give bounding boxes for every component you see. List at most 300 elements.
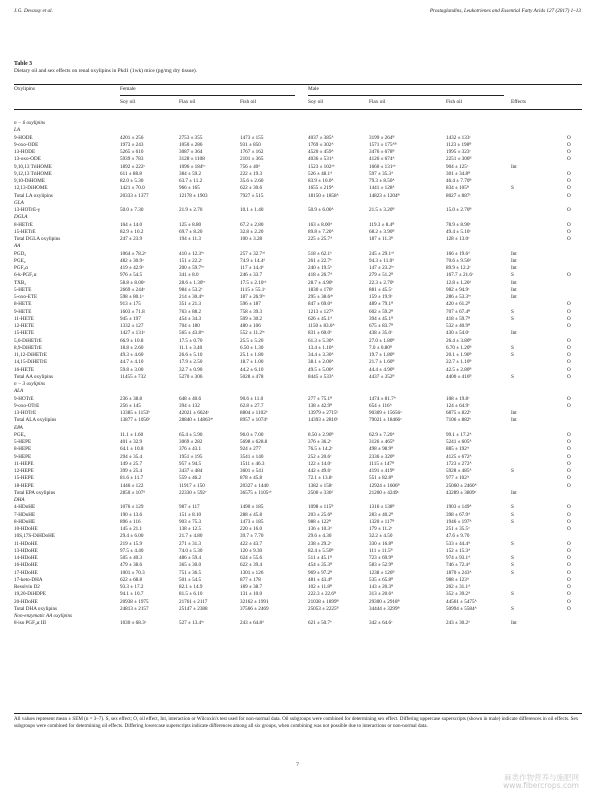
table-row	[14, 330, 582, 337]
female-flax-cell: 763 ± 88.2	[179, 308, 202, 315]
oxylipin-name: Total LA oxylipins	[14, 192, 53, 199]
effect-oil-cell: O	[567, 576, 571, 583]
female-flax-cell: 21.9 ± 2.70	[179, 207, 203, 213]
female-flax-cell: 2753 ± 355	[179, 134, 203, 141]
female-soy-cell: 11.1 ± 1.60	[120, 431, 144, 438]
watermark	[503, 774, 579, 790]
oxylipin-name: PGF₂α	[14, 265, 28, 271]
female-fish-cell: 1511 ± 46.3	[240, 460, 265, 467]
watermark-line1: 麻类作物营养与施肥网	[504, 773, 579, 782]
effect-oil-cell: O	[567, 178, 571, 184]
oxylipin-name: 9-HETE	[14, 308, 32, 315]
effect-sex-cell: S	[511, 373, 514, 380]
male-fish-cell: 108 ± 19.8ᶜ	[446, 395, 470, 402]
female-flax-cell: 559 ± 46.2	[179, 475, 202, 482]
table-row	[14, 294, 582, 301]
oxylipin-name: 13-HOTrE-γ	[14, 207, 41, 213]
oxylipin-name: 9-HEPE	[14, 453, 32, 460]
female-flax-cell: 501 ± 54.5	[179, 576, 202, 583]
female-soy-cell: 419 ± 42.9ᵃ	[120, 265, 144, 271]
male-fish-cell: 124 ± 64.9ᶜ	[446, 402, 470, 409]
effect-sex-cell: Int	[511, 163, 517, 170]
male-soy-cell: 626 ± 45.1ᴬ	[308, 315, 333, 322]
table-row	[14, 280, 582, 287]
female-fish-cell: 624 ± 55.6	[240, 555, 263, 561]
effect-sex-cell: Int	[511, 250, 517, 257]
male-fish-cell: 982 ± 94.9ᶜ	[446, 286, 470, 293]
male-soy-cell: 136 ± 10.3ᵈ	[308, 526, 332, 532]
effect-oil-cell: O	[567, 431, 571, 438]
oxylipin-name: 14-HDoHE	[14, 555, 38, 561]
male-fish-cell: 707 ± 67.4ᴮ	[446, 308, 471, 315]
female-flax-cell: 704 ± 180	[179, 323, 200, 329]
male-soy-cell: 277 ± 75.1ᴮ	[308, 395, 333, 402]
male-fish-cell: 42.5 ± 2.80ᴮ	[446, 366, 472, 373]
oxylipin-name: 9-HODE	[14, 134, 33, 141]
effect-sex-cell: S	[511, 511, 514, 518]
male-flax-cell: 19.7 ± 1.80ᴮ	[369, 352, 395, 358]
female-soy-cell: 1064 ± 78.2ᵃ	[120, 250, 147, 257]
male-fish-cell: 26.4 ± 3.80ᴮ	[446, 337, 472, 344]
male-fish-cell: 167.7 ± 21.6ᶜ	[446, 272, 474, 279]
table-row	[14, 562, 582, 569]
header-male: Male	[308, 86, 319, 92]
female-fish-cell: 1490 ± 185	[240, 504, 264, 511]
female-fish-cell: 32.8 ± 2.20	[240, 228, 264, 235]
female-fish-cell: 37566 ± 2469	[240, 605, 269, 612]
female-soy-cell: 24813 ± 2157	[120, 605, 149, 612]
male-fish-cell: 4125 ± 672ᴬ	[446, 453, 472, 460]
female-fish-cell: 90.6 ± 11.0	[240, 395, 264, 402]
effect-oil-cell: O	[567, 482, 571, 489]
male-flax-cell: 32.2 ± 4.50	[369, 533, 393, 540]
female-flax-cell: 987 ± 117	[179, 504, 200, 511]
effect-oil-cell: O	[567, 518, 571, 525]
male-soy-cell: 1098 ± 115ᴮ	[308, 504, 334, 511]
female-flax-cell: 22330 ± 592ᶜ	[179, 489, 207, 496]
female-fish-cell: 509 ± 30.2	[240, 315, 263, 322]
female-flax-cell: 21.7 ± 4.80	[179, 533, 203, 540]
female-soy-cell: 29.4 ± 6.00	[120, 533, 144, 540]
table-row	[14, 468, 582, 475]
male-flax-cell: 14823 ± 1204ᴮ	[369, 192, 400, 199]
male-flax-cell: 111 ± 11.5ᴮ	[369, 547, 393, 554]
oxylipin-name: 8-HETrE	[14, 221, 33, 228]
male-flax-cell: 44.4 ± 4.90ᴮ	[369, 366, 395, 373]
oxylipin-name: 8-HETE	[14, 301, 32, 308]
effect-sex-cell: S	[511, 185, 514, 192]
male-fish-cell: 78.9 ± 8.90ᶜ	[446, 221, 471, 228]
female-flax-cell: 125 ± 8.80	[179, 221, 202, 228]
oxylipin-name: Total DGLA oxylipins	[14, 236, 61, 242]
male-soy-cell: 82.4 ± 5.50ᴮ	[308, 547, 334, 554]
female-flax-cell: 194 ± 11.3	[179, 236, 201, 242]
table-row	[14, 149, 582, 156]
female-soy-cell: 5939 ± 783	[120, 156, 144, 163]
effect-oil-cell: O	[567, 366, 571, 373]
table-row	[14, 432, 582, 439]
female-flax-cell: 486 ± 59.4	[179, 555, 202, 561]
female-soy-cell: 145 ± 21.1	[120, 526, 143, 532]
table-row	[14, 461, 582, 468]
female-fish-cell: 288 ± 45.8	[240, 511, 263, 518]
effect-oil-cell: O	[567, 446, 571, 453]
male-soy-cell: 969 ± 97.2ᴮ	[308, 569, 333, 576]
male-fish-cell: 6.70 ± 1.20ᴮ	[446, 344, 472, 351]
male-flax-cell: 179 ± 11.2ᶜ	[369, 526, 393, 532]
oxylipin-name: 8-HDoHE	[14, 518, 36, 525]
oxylipin-name: 6-k-PGF₁α	[14, 272, 37, 279]
oxylipin-name: 5,6-DiHETrE	[14, 337, 42, 344]
section-row	[14, 388, 582, 395]
female-fish-cell: 18.7 ± 1.00	[240, 359, 264, 366]
male-flax-cell: 159 ± 19.9ᶜ	[369, 294, 393, 300]
male-flax-cell: 245 ± 29.1ᶜᵈ	[369, 250, 395, 257]
effect-sex-cell: S	[511, 555, 514, 561]
effect-oil-cell: O	[567, 236, 571, 242]
male-flax-cell: 1571 ± 175ᴬᴮ	[369, 141, 397, 148]
table-row	[14, 345, 582, 352]
male-flax-cell: 27.0 ± 1.80ᴮ	[369, 337, 395, 344]
female-soy-cell: 97.5 ± 4.40	[120, 547, 144, 554]
female-fish-cell: 480 ± 106	[240, 323, 261, 329]
table-row	[14, 185, 582, 192]
female-fish-cell: 924 ± 277	[240, 446, 261, 453]
female-soy-cell: 58.8 ± 8.00ᵃ	[120, 279, 145, 286]
male-flax-cell: 498 ± 98.9ᴮ	[369, 446, 394, 453]
male-fish-cell: 5241 ± 605ᴬ	[446, 439, 472, 445]
female-flax-cell: 28.6 ± 1.30ᵇᶜ	[179, 279, 206, 286]
effect-oil-cell: O	[567, 134, 571, 141]
female-soy-cell: 896 ± 116	[120, 518, 141, 525]
male-flax-cell: 1474 ± 81.7ᴬ	[369, 395, 396, 402]
bottom-rule	[14, 713, 582, 714]
table-row	[14, 439, 582, 446]
male-flax-cell: 12924 ± 1606ᴮ	[369, 482, 400, 489]
female-soy-cell: 20333 ± 1377	[120, 192, 149, 199]
female-fish-cell: 3541 ± 140	[240, 453, 264, 460]
female-fish-cell: 422 ± 43.7	[240, 540, 263, 547]
female-soy-cell: 4201 ± 256	[120, 134, 144, 141]
female-fish-cell: 1115 ± 55.1ᶜ	[240, 286, 266, 293]
female-soy-cell: 399 ± 25.4	[120, 468, 143, 474]
female-flax-cell: 151 ± 8.10	[179, 511, 202, 518]
male-fish-cell: 532 ± 40.9ᴮ	[446, 323, 471, 329]
effect-sex-cell: Int	[511, 620, 517, 627]
effect-oil-cell: O	[567, 301, 571, 308]
male-flax-cell: 21.7 ± 1.60ᴮ	[369, 359, 395, 366]
female-soy-cell: 219 ± 15.9	[120, 540, 143, 547]
female-soy-cell: 1427 ± 131ᵃ	[120, 330, 145, 337]
male-soy-cell: 4036 ± 531ᴬ	[308, 156, 334, 163]
male-fish-cell: 1432 ± 133ᶜ	[446, 134, 471, 141]
male-soy-cell: 1150 ± 83.0ᴬ	[308, 323, 335, 329]
table-row	[14, 570, 582, 577]
effect-sex-cell: Int	[511, 330, 517, 337]
male-soy-cell: 1382 ± 158ᶜ	[308, 482, 333, 489]
female-fish-cell: 131 ± 10.0	[240, 591, 263, 598]
female-flax-cell: 138 ± 12.5	[179, 526, 202, 532]
female-flax-cell: 28840 ± 14863ᵃᵇ	[179, 417, 214, 424]
female-fish-cell: 10.1 ± 1.40	[240, 207, 264, 213]
male-soy-cell: 1213 ± 127ᴬ	[308, 308, 334, 315]
male-flax-cell: 723 ± 69.9ᴮ	[369, 555, 394, 561]
female-fish-cell: 222 ± 19.3	[240, 170, 263, 177]
male-soy-cell: 295 ± 38.6ᵃᵇ	[308, 294, 334, 300]
female-soy-cell: 401 ± 32.9	[120, 439, 143, 445]
male-flax-cell: 1660 ± 131ᵃᵇ	[369, 163, 396, 170]
female-soy-cell: 50.0 ± 7.30	[120, 207, 144, 213]
table-row	[14, 446, 582, 453]
oxylipin-name: 16-HETE	[14, 366, 34, 373]
male-flax-cell: 2336 ± 320ᴮ	[369, 453, 395, 460]
female-soy-cell: 479 ± 38.6	[120, 562, 143, 569]
male-soy-cell: 1655 ± 219ᴬ	[308, 185, 334, 192]
table-row	[14, 454, 582, 461]
female-fish-cell: 878 ± 45.8	[240, 475, 263, 482]
table-row	[14, 236, 582, 243]
table-row	[14, 526, 582, 533]
male-flax-cell: 330 ± 16.8ᴮ	[369, 540, 394, 547]
female-soy-cell: 190 ± 13.6	[120, 511, 143, 518]
female-fish-cell: 758 ± 39.3	[240, 308, 263, 315]
female-soy-cell: 149 ± 25.7	[120, 460, 143, 467]
effect-oil-cell: O	[567, 156, 571, 163]
male-soy-cell: 138 ± 42.9ᴮ	[308, 402, 333, 409]
female-flax-cell: 3069 ± 282	[179, 439, 203, 445]
table-row	[14, 591, 582, 598]
female-fish-cell: 622 ± 39.4	[240, 562, 263, 569]
male-flax-cell: 29300 ± 2918ᴮ	[369, 598, 400, 605]
male-flax-cell: 394 ± 45.1ᴮ	[369, 315, 394, 322]
female-flax-cell: 151 ± 22.2ᶜ	[179, 257, 203, 264]
male-soy-cell: 1830 ± 176ᵇ	[308, 286, 333, 293]
header-oxylipins: Oxylipins	[14, 86, 35, 92]
male-flax-cell: 21.5 ± 3.20ᴮ	[369, 207, 395, 213]
female-flax-cell: 903 ± 75.3	[179, 518, 202, 525]
oxylipin-table-body	[14, 120, 582, 628]
oxylipin-name: PGE₃	[14, 431, 26, 438]
female-fish-cell: 44.2 ± 6.10	[240, 366, 264, 373]
effect-sex-cell: S	[511, 518, 514, 525]
oxylipin-name: 11,12-DiHETrE	[14, 352, 47, 358]
male-flax-cell: 34444 ± 3299ᴮ	[369, 605, 400, 612]
oxylipin-name: 8,9-DiHETrE	[14, 344, 42, 351]
table-row	[14, 265, 582, 272]
oxylipin-name: 17-keto-DHA	[14, 576, 43, 583]
table-row	[14, 417, 582, 424]
male-soy-cell: 18150 ± 1858ᴬ	[308, 192, 339, 199]
effect-sex-cell: Int	[511, 294, 517, 300]
male-soy-cell: 76.5 ± 14.2ᶜ	[308, 446, 333, 453]
section-row	[14, 381, 582, 388]
section-label: LA	[14, 127, 20, 134]
male-soy-cell: 203 ± 25.6ᴮ	[308, 511, 333, 518]
oxylipin-name: 13-HOTrE	[14, 410, 37, 416]
effect-oil-cell: O	[567, 373, 571, 380]
male-flax-cell: 4437 ± 352ᴮ	[369, 373, 395, 380]
running-header	[14, 8, 581, 18]
female-soy-cell: 93.3 ± 17.2	[120, 584, 144, 590]
female-fish-cell: 189 ± 38.7	[240, 584, 263, 590]
table-row	[14, 178, 582, 185]
female-soy-cell: 82.9 ± 10.2	[120, 228, 144, 235]
effect-oil-cell: O	[567, 141, 571, 148]
male-soy-cell: 122 ± 14.0ᶜ	[308, 460, 332, 467]
oxylipin-name: Resolvin D2	[14, 584, 40, 590]
female-fish-cell: 25.5 ± 5.20	[240, 337, 264, 344]
oxylipin-name: Total EPA oxylipins	[14, 489, 56, 496]
male-fish-cell: 43289 ± 3809ᵃ	[446, 489, 476, 496]
effect-sex-cell: S	[511, 272, 514, 279]
female-fish-cell: 931 ± 850	[240, 141, 261, 148]
oxylipin-name: 8-HEPE	[14, 446, 32, 453]
male-fish-cell: 1995 ± 323ᶜ	[446, 149, 471, 155]
female-fish-cell: 2101 ± 365	[240, 156, 264, 163]
male-flax-cell: 1115 ± 147ᴮ	[369, 460, 394, 467]
oxylipin-name: 13-HODE	[14, 149, 36, 155]
male-soy-cell: 261 ± 22.7ᵇ	[308, 257, 332, 264]
effect-sex-cell: Int	[511, 410, 517, 416]
effect-sex-cell: S	[511, 569, 514, 576]
section-row	[14, 497, 582, 504]
male-soy-cell: 454 ± 35.3ᴮ	[308, 562, 333, 569]
female-soy-cell: 482 ± 30.9ᵃ	[120, 257, 144, 264]
female-fish-cell: 62.8 ± 27.7	[240, 402, 264, 409]
male-soy-cell: 89.8 ± 7.20ᴬ	[308, 228, 334, 235]
male-soy-cell: 4520 ± 459ᴬ	[308, 149, 334, 155]
female-fish-cell: 7927 ± 515	[240, 192, 264, 199]
male-soy-cell: 376 ± 36.2ᶜ	[308, 439, 332, 445]
male-flax-cell: 583 ± 52.9ᴮ	[369, 562, 394, 569]
table-row	[14, 555, 582, 562]
male-soy-cell: 13979 ± 2715ᵇ	[308, 410, 339, 416]
female-fish-cell: 1473 ± 185	[240, 518, 264, 525]
table-row	[14, 193, 582, 200]
male-fish-cell: 20.1 ± 1.90ᴮ	[446, 352, 472, 358]
effect-sex-cell: Int	[511, 286, 517, 293]
female-soy-cell: 505 ± 40.3	[120, 555, 143, 561]
header-effects: Effects	[511, 99, 526, 105]
oxylipin-name: Total DHA oxylipins	[14, 605, 58, 612]
male-fish-cell: 988 ± 123ᴬ	[446, 576, 469, 583]
table-row	[14, 309, 582, 316]
effect-oil-cell: O	[567, 511, 571, 518]
male-flax-cell: 1238 ± 126ᴮ	[369, 569, 395, 576]
effect-sex-cell: Int	[511, 265, 517, 271]
male-fish-cell: 70.6 ± 9.56ᵈ	[446, 257, 471, 264]
section-label: DHA	[14, 497, 25, 503]
male-soy-cell: 831 ± 60.0ᵇ	[308, 330, 332, 337]
effect-oil-cell: O	[567, 207, 571, 213]
male-flax-cell: 313 ± 20.6ᴬ	[369, 591, 394, 598]
female-flax-cell: 214 ± 30.4ᵇᶜ	[179, 294, 205, 300]
table-row	[14, 410, 582, 417]
section-row	[14, 200, 582, 207]
female-fish-cell: 1473 ± 155	[240, 134, 264, 141]
male-soy-cell: 2500 ± 336ᵈ	[308, 489, 333, 496]
oxylipin-name: 11-HETE	[14, 315, 34, 322]
oxylipin-name: Total AA oxylipins	[14, 373, 54, 380]
oxylipin-name: PGE₂	[14, 257, 26, 264]
male-fish-cell: 152 ± 15.3ᴬ	[446, 547, 471, 554]
table-row	[14, 512, 582, 519]
effect-oil-cell: O	[567, 185, 571, 192]
effect-oil-cell: O	[567, 504, 571, 511]
female-fish-cell: 39.7 ± 7.70	[240, 533, 264, 540]
section-row	[14, 214, 582, 221]
female-soy-cell: 1892 ± 222ᵃ	[120, 163, 145, 170]
header-female-fish: Fish oil	[240, 99, 257, 105]
male-flax-cell: 79021 ± 18466ᵃ	[369, 417, 402, 424]
male-flax-cell: 3476 ± 678ᴮ	[369, 149, 395, 155]
effect-oil-cell: O	[567, 598, 571, 605]
section-row	[14, 613, 582, 620]
table-row	[14, 287, 582, 294]
section-label: ALA	[14, 388, 24, 395]
female-flax-cell: 984 ± 53.2ᶜ	[179, 286, 203, 293]
male-soy-cell: 25053 ± 2225ᴮ	[308, 605, 339, 612]
male-fish-cell: 430 ± 54.0ᶜ	[446, 330, 470, 337]
female-soy-cell: 1030 ± 68.3ᵃ	[120, 620, 147, 627]
section-row	[14, 425, 582, 432]
female-fish-cell: 756 ± 40ᵈ	[240, 163, 260, 170]
male-soy-cell: 38.1 ± 2.00ᴬ	[308, 359, 334, 366]
male-soy-cell: 240 ± 19.5ᵇ	[308, 265, 332, 271]
female-flax-cell: 21761 ± 2117	[179, 598, 208, 605]
oxylipin-name: 9,10,13 TriHOME	[14, 163, 52, 170]
male-soy-cell: 4037 ± 385ᴬ	[308, 134, 334, 141]
male-flax-cell: 675 ± 83.7ᴮ	[369, 323, 394, 329]
male-soy-cell: 518 ± 62.1ᵇ	[308, 250, 332, 257]
male-soy-cell: 1523 ± 102ᵃᵇ	[308, 163, 335, 170]
male-soy-cell: 29.6 ± 4.30	[308, 533, 332, 540]
female-fish-cell: 17.5 ± 2.10ᶜᵈ	[240, 279, 267, 286]
effect-oil-cell: O	[567, 170, 571, 177]
male-fish-cell: 904 ± 125ᶜ	[446, 163, 469, 170]
male-flax-cell: 21200 ± 4249ᶜ	[369, 489, 399, 496]
male-flax-cell: 62.9 ± 7.20ᴬ	[369, 431, 395, 438]
oxylipin-name: 11-HDoHE	[14, 540, 38, 547]
table-row	[14, 403, 582, 410]
section-row	[14, 120, 582, 127]
male-flax-cell: 1441 ± 128ᴬ	[369, 185, 395, 192]
effect-oil-cell: O	[567, 315, 571, 322]
oxylipin-name: 15-HEPE	[14, 475, 34, 482]
male-fish-cell: 834 ± 105ᴮ	[446, 185, 469, 192]
female-fish-cell: 74.9 ± 14.4ᵈ	[240, 257, 265, 264]
female-flax-cell: 565 ± 43.8ᵇᶜ	[179, 330, 205, 337]
oxylipin-name: 10S,17S-DiHDoHE	[14, 533, 55, 540]
female-flax-cell: 32.7 ± 0.90	[179, 366, 203, 373]
effect-sex-cell: S	[511, 468, 514, 474]
female-flax-cell: 271 ± 31.3	[179, 540, 202, 547]
female-flax-cell: 454 ± 34.3	[179, 315, 202, 322]
oxylipin-name: 8-iso PGF₂α III	[14, 620, 46, 627]
male-flax-cell: 279 ± 51.2ᴮ	[369, 272, 394, 279]
male-fish-cell: 885 ± 192ᴬ	[446, 446, 469, 453]
header-male-fish: Fish oil	[446, 99, 463, 105]
effect-oil-cell: O	[567, 228, 571, 235]
male-flax-cell: 3126 ± 465ᴮ	[369, 439, 395, 445]
female-soy-cell: 20938 ± 1975	[120, 598, 149, 605]
female-soy-cell: 44.7 ± 4.10	[120, 359, 144, 366]
female-fish-cell: 100 ± 3.28	[240, 236, 263, 242]
table-row	[14, 533, 582, 540]
male-group-rule	[308, 95, 504, 96]
table-row	[14, 374, 582, 381]
male-fish-cell: 420 ± 61.2ᴮ	[446, 301, 471, 308]
